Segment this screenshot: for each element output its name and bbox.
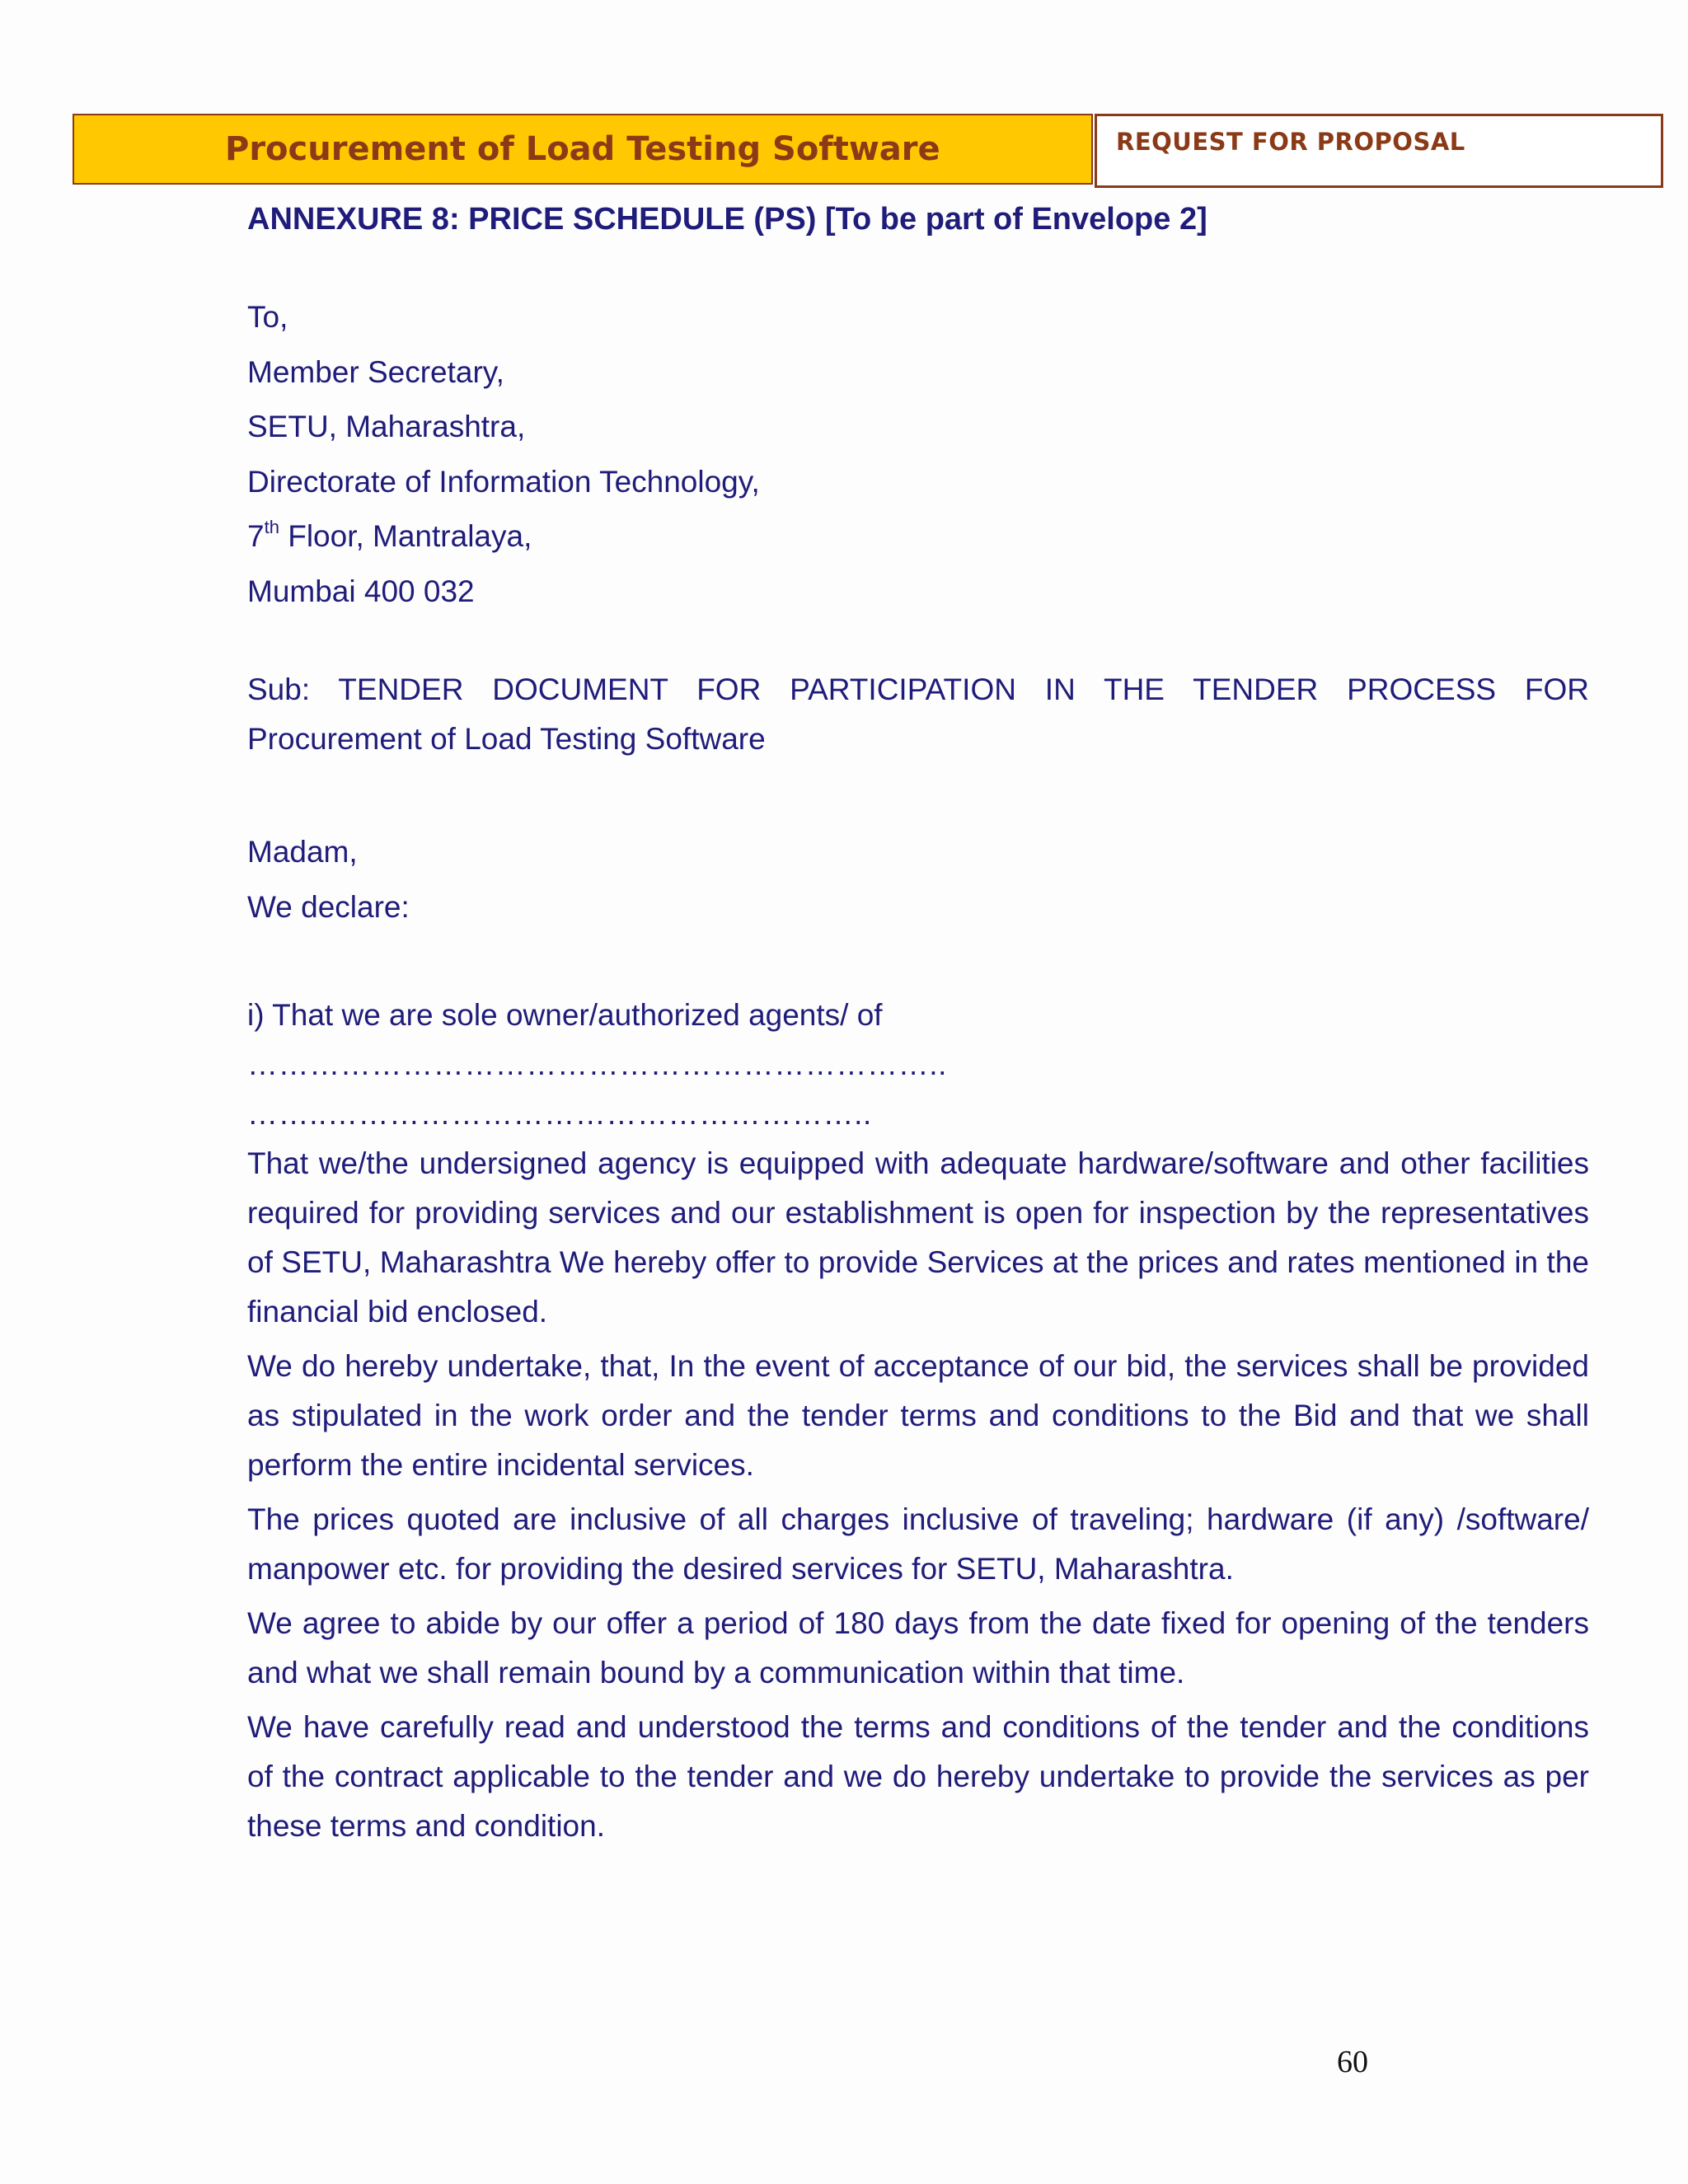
recipient-address (247, 290, 1589, 619)
declaration-paragraph: That we/the undersigned agency is equipped with adequate hardware/software and other facilities required for providing services and our establishment is open for inspection by the representatives of SETU, Maharashtra We hereby offer to provide Services at the prices and rates mentioned in the financial bid enclosed. (247, 1146, 1589, 1329)
salutation: Madam, (247, 835, 358, 869)
salutation-block (247, 824, 1589, 935)
header-title: Procurement of Load Testing Software (225, 130, 940, 168)
address-line: Directorate of Information Technology, (247, 464, 760, 499)
address-line: Member Secretary, (247, 354, 504, 389)
declaration-paragraph: The prices quoted are inclusive of all charges inclusive of traveling; hardware (if any) /software/ manpower etc. for providing the desired services for SETU, Maharashtra. (247, 1502, 1589, 1586)
floor-ordinal: th (264, 517, 279, 537)
header-doc-type-box (1095, 114, 1663, 188)
blank-fill-line: ………………………………………………………….. (247, 1047, 947, 1081)
address-line: SETU, Maharashtra, (247, 410, 526, 443)
page-content (247, 198, 1589, 1856)
document-header (73, 114, 1663, 188)
declaration-paragraph: We agree to abide by our offer a period of 180 days from the date fixed for opening of the tenders and what we shall remain bound by a communication within that time. (247, 1606, 1589, 1690)
clause-i: i) That we are sole owner/authorized agents/ of (247, 998, 883, 1032)
declaration-paragraph: We have carefully read and understood the terms and conditions of the tender and the conditions of the contract applicable to the tender and we do hereby undertake to provide the services as per these terms and condition. (247, 1710, 1589, 1843)
page-number: 60 (1337, 2045, 1368, 2079)
blank-fill-line: ……..…………………………………………….. (247, 1097, 872, 1131)
header-title-box (73, 114, 1093, 185)
address-to: To, (247, 300, 288, 334)
floor-rest: Floor, Mantralaya, (279, 519, 532, 553)
address-line-floor (247, 509, 1589, 565)
declare-line: We declare: (247, 890, 410, 924)
address-line: Mumbai 400 032 (247, 574, 475, 608)
header-doc-type: REQUEST FOR PROPOSAL (1116, 128, 1465, 156)
floor-number: 7 (247, 519, 265, 553)
subject-line: Sub: TENDER DOCUMENT FOR PARTICIPATION IN THE TENDER PROCESS FOR Procurement of Load Testing Software (247, 673, 1589, 756)
declaration-paragraph: We do hereby undertake, that, In the event of acceptance of our bid, the services shall be provided as stipulated in the work order and the tender terms and conditions to the Bid and that we shall perform the entire incidental services. (247, 1349, 1589, 1482)
annexure-title: ANNEXURE 8: PRICE SCHEDULE (PS) [To be part of Envelope 2] (247, 202, 1207, 237)
